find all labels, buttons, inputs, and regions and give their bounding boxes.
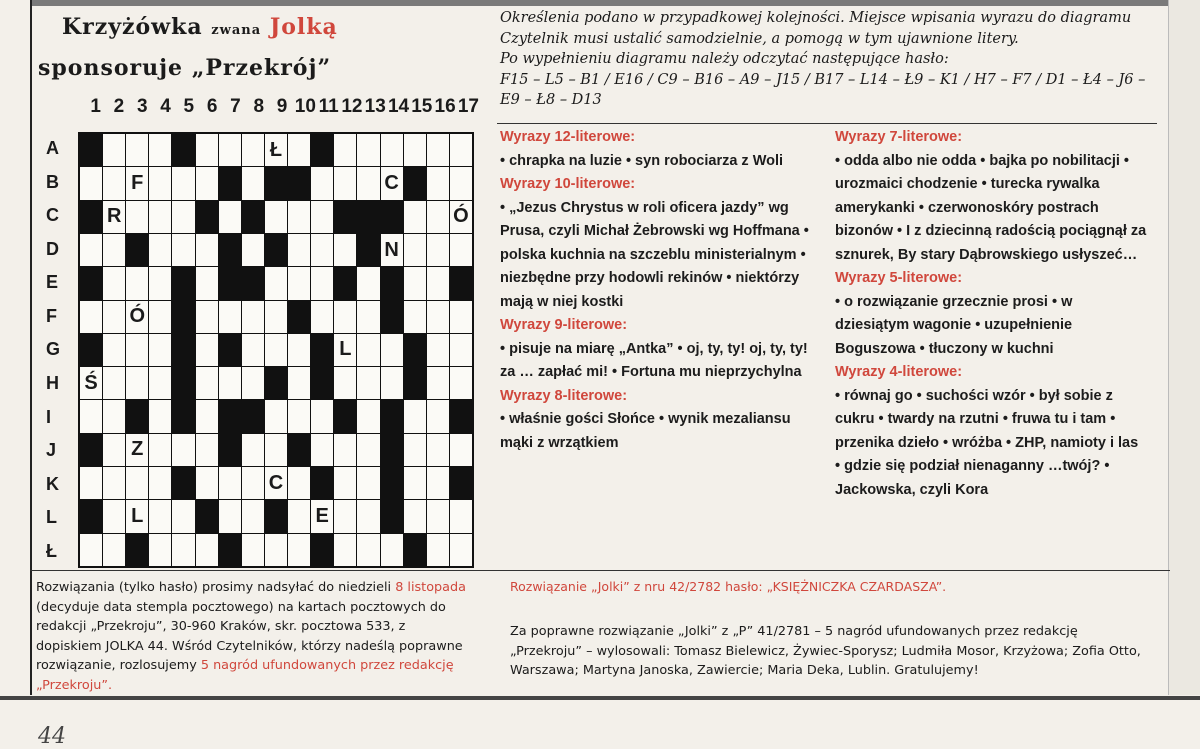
empty-cell[interactable]: [103, 534, 125, 566]
black-cell: [172, 367, 194, 399]
empty-cell[interactable]: [196, 134, 218, 166]
clue-group-heading: Wyrazy 8-literowe:: [500, 387, 628, 404]
row-letter: J: [46, 440, 57, 461]
empty-cell[interactable]: [288, 534, 310, 566]
empty-cell[interactable]: [219, 134, 241, 166]
black-cell: [381, 500, 403, 532]
column-number: 1: [90, 96, 101, 117]
row-letter: H: [46, 372, 59, 393]
empty-cell[interactable]: [450, 134, 472, 166]
empty-cell[interactable]: [450, 367, 472, 399]
empty-cell[interactable]: [80, 467, 102, 499]
empty-cell[interactable]: [450, 234, 472, 266]
title-word: Krzyżówka: [62, 14, 203, 40]
column-number: 7: [230, 96, 241, 117]
empty-cell[interactable]: [149, 500, 171, 532]
empty-cell[interactable]: [427, 167, 449, 199]
black-cell: [450, 467, 472, 499]
empty-cell[interactable]: [334, 534, 356, 566]
empty-cell[interactable]: [357, 167, 379, 199]
left-margin-rule: [30, 0, 32, 695]
column-number: 14: [387, 96, 410, 117]
empty-cell[interactable]: [427, 500, 449, 532]
clue-group-heading: Wyrazy 12-literowe:: [500, 129, 636, 145]
black-cell: [172, 334, 194, 366]
divider: [30, 570, 1170, 571]
empty-cell[interactable]: [288, 500, 310, 532]
black-cell: [381, 400, 403, 432]
black-cell: [80, 334, 102, 366]
empty-cell[interactable]: [288, 467, 310, 499]
empty-cell[interactable]: [172, 201, 194, 233]
empty-cell[interactable]: [334, 167, 356, 199]
black-cell: [219, 167, 241, 199]
clue-group-heading: Wyrazy 7-literowe:: [835, 129, 963, 145]
column-number: 2: [113, 96, 125, 117]
black-cell: [80, 134, 102, 166]
empty-cell[interactable]: [357, 534, 379, 566]
empty-cell[interactable]: [149, 234, 171, 266]
empty-cell[interactable]: [126, 267, 148, 299]
column-number: 15: [411, 96, 433, 117]
empty-cell[interactable]: [334, 500, 356, 532]
black-cell: [126, 400, 148, 432]
empty-cell[interactable]: [334, 367, 356, 399]
empty-cell[interactable]: [103, 167, 125, 199]
empty-cell[interactable]: [80, 534, 102, 566]
row-letter: L: [46, 507, 57, 528]
column-number: 13: [364, 96, 386, 117]
row-letter: F: [46, 305, 57, 326]
empty-cell[interactable]: [265, 201, 287, 233]
black-cell: [450, 267, 472, 299]
empty-cell[interactable]: [334, 467, 356, 499]
password-key: F15 – L5 – B1 / E16 / C9 – B16 – A9 – J15 / B17 – L14 – Ł9 – K1 / H7 – F7 / D1 – Ł4 – J6 – E9 – Ł8 – D13: [500, 71, 1146, 108]
black-cell: [242, 400, 264, 432]
letter-cell[interactable]: Z: [126, 434, 148, 466]
empty-cell[interactable]: [149, 434, 171, 466]
empty-cell[interactable]: [126, 334, 148, 366]
black-cell: [288, 167, 310, 199]
black-cell: [80, 500, 102, 532]
empty-cell[interactable]: [265, 301, 287, 333]
empty-cell[interactable]: [103, 334, 125, 366]
black-cell: [334, 201, 356, 233]
empty-cell[interactable]: [149, 167, 171, 199]
empty-cell[interactable]: [103, 134, 125, 166]
empty-cell[interactable]: [357, 267, 379, 299]
divider: [497, 123, 1157, 124]
black-cell: [288, 301, 310, 333]
empty-cell[interactable]: [242, 167, 264, 199]
empty-cell[interactable]: [404, 467, 426, 499]
column-number: 9: [276, 96, 288, 117]
empty-cell[interactable]: [334, 434, 356, 466]
empty-cell[interactable]: [172, 434, 194, 466]
column-number: 5: [183, 96, 195, 117]
letter-cell[interactable]: R: [103, 201, 125, 233]
black-cell: [334, 267, 356, 299]
empty-cell[interactable]: [427, 534, 449, 566]
empty-cell[interactable]: [265, 267, 287, 299]
black-cell: [126, 234, 148, 266]
empty-cell[interactable]: [450, 534, 472, 566]
empty-cell[interactable]: [427, 234, 449, 266]
black-cell: [357, 234, 379, 266]
empty-cell[interactable]: [427, 434, 449, 466]
black-cell: [265, 500, 287, 532]
black-cell: [381, 467, 403, 499]
empty-cell[interactable]: [103, 367, 125, 399]
black-cell: [242, 267, 264, 299]
empty-cell[interactable]: [242, 367, 264, 399]
empty-cell[interactable]: [427, 367, 449, 399]
winners-list: Za poprawne rozwiązanie „Jolki” z „P” 41/2781 – 5 nagród ufundowanych przez redakcję „Przekroju” – wylosowali: Tomasz Bielewicz, Żywiec-Sporysz; Ludmiła Mosor, Krzyżowa; Zofia Otto, Warszawa; Martyna Janoska, Zawiercie; Maria Deka, Lublin. Gratulujemy!: [510, 624, 1141, 678]
empty-cell[interactable]: [172, 534, 194, 566]
empty-cell[interactable]: [357, 134, 379, 166]
black-cell: [381, 301, 403, 333]
black-cell: [219, 267, 241, 299]
black-cell: [381, 201, 403, 233]
empty-cell[interactable]: [103, 234, 125, 266]
black-cell: [196, 201, 218, 233]
empty-cell[interactable]: [311, 434, 333, 466]
empty-cell[interactable]: [404, 434, 426, 466]
clue-group-text: • odda albo nie odda • bajka po nobilitacji • urozmaici chodzenie • turecka rywalka amerykanki • czerwonoskóry postrach bizonów • I z dziecinną radością pociągnął za sznurek, By stary Dąbrowskiego usłyszeć…: [835, 152, 1147, 263]
letter-cell[interactable]: F: [126, 167, 148, 199]
empty-cell[interactable]: [242, 534, 264, 566]
letter-cell[interactable]: Ó: [126, 301, 148, 333]
black-cell: [311, 134, 333, 166]
page-number: 44: [38, 724, 66, 749]
empty-cell[interactable]: [404, 134, 426, 166]
title-small-word: zwana: [211, 23, 262, 38]
black-cell: [219, 534, 241, 566]
letter-cell[interactable]: C: [381, 167, 403, 199]
black-cell: [219, 400, 241, 432]
empty-cell[interactable]: [242, 500, 264, 532]
empty-cell[interactable]: [288, 334, 310, 366]
empty-cell[interactable]: [196, 267, 218, 299]
empty-cell[interactable]: [149, 134, 171, 166]
empty-cell[interactable]: [404, 301, 426, 333]
black-cell: [404, 534, 426, 566]
clues-column-right: [835, 126, 1147, 502]
empty-cell[interactable]: [149, 400, 171, 432]
empty-cell[interactable]: [288, 134, 310, 166]
clues-column-left: [500, 126, 810, 455]
black-cell: [80, 201, 102, 233]
empty-cell[interactable]: [242, 234, 264, 266]
empty-cell[interactable]: [404, 201, 426, 233]
empty-cell[interactable]: [381, 334, 403, 366]
letter-cell[interactable]: E: [311, 500, 333, 532]
black-cell: [219, 434, 241, 466]
column-number: 8: [253, 96, 265, 117]
empty-cell[interactable]: [219, 500, 241, 532]
black-cell: [219, 334, 241, 366]
black-cell: [288, 434, 310, 466]
black-cell: [311, 534, 333, 566]
empty-cell[interactable]: [427, 334, 449, 366]
empty-cell[interactable]: [219, 367, 241, 399]
empty-cell[interactable]: [357, 467, 379, 499]
letter-cell[interactable]: Ś: [80, 367, 102, 399]
row-letter: E: [46, 272, 59, 293]
empty-cell[interactable]: [149, 467, 171, 499]
empty-cell[interactable]: [149, 534, 171, 566]
empty-cell[interactable]: [242, 301, 264, 333]
empty-cell[interactable]: [427, 134, 449, 166]
previous-solution: Rozwiązanie „Jolki” z nru 42/2782 hasło: „KSIĘŻNICZKA CZARDASZA”.: [510, 579, 947, 594]
black-cell: [172, 267, 194, 299]
black-cell: [172, 400, 194, 432]
empty-cell[interactable]: [172, 500, 194, 532]
submission-text: (decyduje data stempla pocztowego) na kartach pocztowych do redakcji „Przekroju”, 30-960 Kraków, skr. pocztowa 533, z dopiskiem JOLKA 44. Wśród Czytelników, którzy nadeślą poprawne rozwiązanie, rozlosujemy: [36, 599, 463, 673]
empty-cell[interactable]: [103, 267, 125, 299]
empty-cell[interactable]: [311, 167, 333, 199]
black-cell: [219, 234, 241, 266]
empty-cell[interactable]: [357, 434, 379, 466]
black-cell: [404, 167, 426, 199]
crossword-grid: [78, 132, 474, 568]
empty-cell[interactable]: [288, 400, 310, 432]
empty-cell[interactable]: [357, 334, 379, 366]
submission-info: [36, 578, 466, 695]
clue-group-heading: Wyrazy 4-literowe:: [835, 364, 963, 380]
empty-cell[interactable]: [311, 267, 333, 299]
row-letter: B: [46, 171, 59, 192]
page-title: [62, 14, 338, 40]
empty-cell[interactable]: [288, 267, 310, 299]
black-cell: [265, 167, 287, 199]
letter-cell[interactable]: Ł: [265, 134, 287, 166]
empty-cell[interactable]: [126, 201, 148, 233]
letter-cell[interactable]: L: [126, 500, 148, 532]
black-cell: [265, 234, 287, 266]
empty-cell[interactable]: [196, 467, 218, 499]
empty-cell[interactable]: [427, 400, 449, 432]
empty-cell[interactable]: [404, 400, 426, 432]
empty-cell[interactable]: [334, 234, 356, 266]
letter-cell[interactable]: N: [381, 234, 403, 266]
empty-cell[interactable]: [357, 301, 379, 333]
black-cell: [450, 400, 472, 432]
row-letter: K: [46, 473, 59, 494]
black-cell: [172, 301, 194, 333]
empty-cell[interactable]: [427, 267, 449, 299]
instructions-line: Po wypełnieniu diagramu należy odczytać następujące hasło:: [500, 51, 949, 67]
clue-group-text: • właśnie gości Słońce • wynik mezaliansu mąki z wrzątkiem: [500, 411, 791, 451]
black-cell: [311, 467, 333, 499]
adjacent-page-strip: [1168, 0, 1200, 695]
empty-cell[interactable]: [103, 434, 125, 466]
clue-group-text: • pisuje na miarę „Antka” • oj, ty, ty! oj, ty, ty! za … zapłać mi! • Fortuna mu nieprzychylna: [500, 340, 808, 380]
column-number: 12: [341, 96, 363, 117]
black-cell: [196, 500, 218, 532]
empty-cell[interactable]: [80, 301, 102, 333]
empty-cell[interactable]: [219, 467, 241, 499]
empty-cell[interactable]: [381, 134, 403, 166]
row-letter: I: [46, 406, 52, 427]
empty-cell[interactable]: [404, 234, 426, 266]
letter-cell[interactable]: C: [265, 467, 287, 499]
empty-cell[interactable]: [288, 201, 310, 233]
empty-cell[interactable]: [265, 334, 287, 366]
instructions: [500, 8, 1150, 111]
empty-cell[interactable]: [265, 434, 287, 466]
row-letter: A: [46, 138, 59, 159]
empty-cell[interactable]: [149, 367, 171, 399]
empty-cell[interactable]: [196, 167, 218, 199]
letter-cell[interactable]: Ó: [450, 201, 472, 233]
column-numbers: [84, 96, 480, 118]
empty-cell[interactable]: [311, 201, 333, 233]
empty-cell[interactable]: [80, 167, 102, 199]
empty-cell[interactable]: [242, 467, 264, 499]
clue-group-heading: Wyrazy 10-literowe:: [500, 176, 636, 192]
black-cell: [404, 334, 426, 366]
row-letter: G: [46, 339, 61, 360]
clue-group-heading: Wyrazy 9-literowe:: [500, 317, 628, 333]
empty-cell[interactable]: [265, 534, 287, 566]
empty-cell[interactable]: [103, 467, 125, 499]
black-cell: [172, 134, 194, 166]
footer-rule: [0, 696, 1200, 700]
column-number: 6: [206, 96, 218, 117]
empty-cell[interactable]: [357, 500, 379, 532]
empty-cell[interactable]: [172, 234, 194, 266]
empty-cell[interactable]: [311, 400, 333, 432]
black-cell: [311, 334, 333, 366]
empty-cell[interactable]: [427, 301, 449, 333]
empty-cell[interactable]: [126, 367, 148, 399]
empty-cell[interactable]: [334, 301, 356, 333]
black-cell: [242, 201, 264, 233]
row-letter: C: [46, 205, 59, 226]
clue-group-text: • chrapka na luzie • syn robociarza z Woli: [500, 152, 784, 169]
empty-cell[interactable]: [80, 400, 102, 432]
empty-cell[interactable]: [149, 267, 171, 299]
empty-cell[interactable]: [103, 400, 125, 432]
clue-group-heading: Wyrazy 5-literowe:: [835, 270, 963, 286]
empty-cell[interactable]: [196, 334, 218, 366]
empty-cell[interactable]: [196, 434, 218, 466]
row-letter: D: [46, 238, 59, 259]
black-cell: [334, 400, 356, 432]
row-letters: [46, 132, 70, 568]
empty-cell[interactable]: [149, 201, 171, 233]
empty-cell[interactable]: [427, 467, 449, 499]
empty-cell[interactable]: [265, 400, 287, 432]
title-sponsor-line: sponsoruje „Przekrój”: [38, 55, 332, 81]
empty-cell[interactable]: [404, 267, 426, 299]
title-red-word: Jolką: [269, 14, 338, 40]
empty-cell[interactable]: [381, 367, 403, 399]
clue-group-text: • równaj go • suchości wzór • był sobie z cukru • twardy na rzutni • fruwa tu i tam • przenika dzieło • wróżba • ZHP, namioty i las • gdzie się podział nienaganny …twój? • Jackowska, czyli Kora: [835, 387, 1139, 498]
empty-cell[interactable]: [404, 500, 426, 532]
empty-cell[interactable]: [334, 134, 356, 166]
empty-cell[interactable]: [219, 301, 241, 333]
deadline-date: 8 listopada: [395, 580, 466, 595]
empty-cell[interactable]: [196, 301, 218, 333]
black-cell: [126, 534, 148, 566]
column-number: 3: [136, 96, 148, 117]
black-cell: [381, 267, 403, 299]
empty-cell[interactable]: [311, 301, 333, 333]
empty-cell[interactable]: [450, 434, 472, 466]
empty-cell[interactable]: [450, 167, 472, 199]
empty-cell[interactable]: [311, 234, 333, 266]
column-number: 17: [457, 96, 479, 117]
empty-cell[interactable]: [288, 367, 310, 399]
empty-cell[interactable]: [450, 334, 472, 366]
column-number: 4: [160, 96, 171, 117]
black-cell: [404, 367, 426, 399]
empty-cell[interactable]: [288, 234, 310, 266]
black-cell: [265, 367, 287, 399]
black-cell: [357, 201, 379, 233]
empty-cell[interactable]: [219, 201, 241, 233]
empty-cell[interactable]: [149, 334, 171, 366]
letter-cell[interactable]: L: [334, 334, 356, 366]
empty-cell[interactable]: [80, 234, 102, 266]
empty-cell[interactable]: [103, 301, 125, 333]
instructions-line: Określenia podano w przypadkowej kolejności. Miejsce wpisania wyrazu do diagramu Czytelnik musi ustalić samodzielnie, a pomogą w tym ujawnione litery.: [500, 10, 1132, 47]
empty-cell[interactable]: [172, 167, 194, 199]
empty-cell[interactable]: [357, 367, 379, 399]
empty-cell[interactable]: [126, 467, 148, 499]
clue-group-text: • o rozwiązanie grzecznie prosi • w dziesiątym wagonie • uzupełnienie Boguszowa • tłuczony w kuchni: [835, 293, 1073, 357]
row-letter: Ł: [46, 540, 57, 561]
empty-cell[interactable]: [381, 534, 403, 566]
empty-cell[interactable]: [242, 334, 264, 366]
prize-info: 5 nagród ufundowanych przez redakcję „Przekroju”.: [36, 658, 454, 693]
empty-cell[interactable]: [196, 367, 218, 399]
black-cell: [381, 434, 403, 466]
top-rule: [30, 0, 1200, 6]
empty-cell[interactable]: [450, 301, 472, 333]
empty-cell[interactable]: [149, 301, 171, 333]
empty-cell[interactable]: [450, 500, 472, 532]
submission-text: Rozwiązania (tylko hasło) prosimy nadsyłać do niedzieli: [36, 580, 392, 595]
clue-group-text: • „Jezus Chrystus w roli oficera jazdy” wg Prusa, czyli Michał Żebrowski wg Hoffmana • polska kuchnia na szczeblu ministerialnym • niezbędne przy hodowli rekinów • niektórzy mają w niej kostki: [500, 199, 809, 310]
empty-cell[interactable]: [427, 201, 449, 233]
empty-cell[interactable]: [103, 500, 125, 532]
black-cell: [311, 367, 333, 399]
empty-cell[interactable]: [126, 134, 148, 166]
column-number: 10: [294, 96, 316, 117]
empty-cell[interactable]: [196, 534, 218, 566]
empty-cell[interactable]: [242, 134, 264, 166]
black-cell: [80, 434, 102, 466]
black-cell: [172, 467, 194, 499]
column-number: 11: [318, 96, 339, 117]
empty-cell[interactable]: [196, 400, 218, 432]
black-cell: [80, 267, 102, 299]
empty-cell[interactable]: [196, 234, 218, 266]
column-number: 16: [434, 96, 456, 117]
empty-cell[interactable]: [357, 400, 379, 432]
empty-cell[interactable]: [242, 434, 264, 466]
